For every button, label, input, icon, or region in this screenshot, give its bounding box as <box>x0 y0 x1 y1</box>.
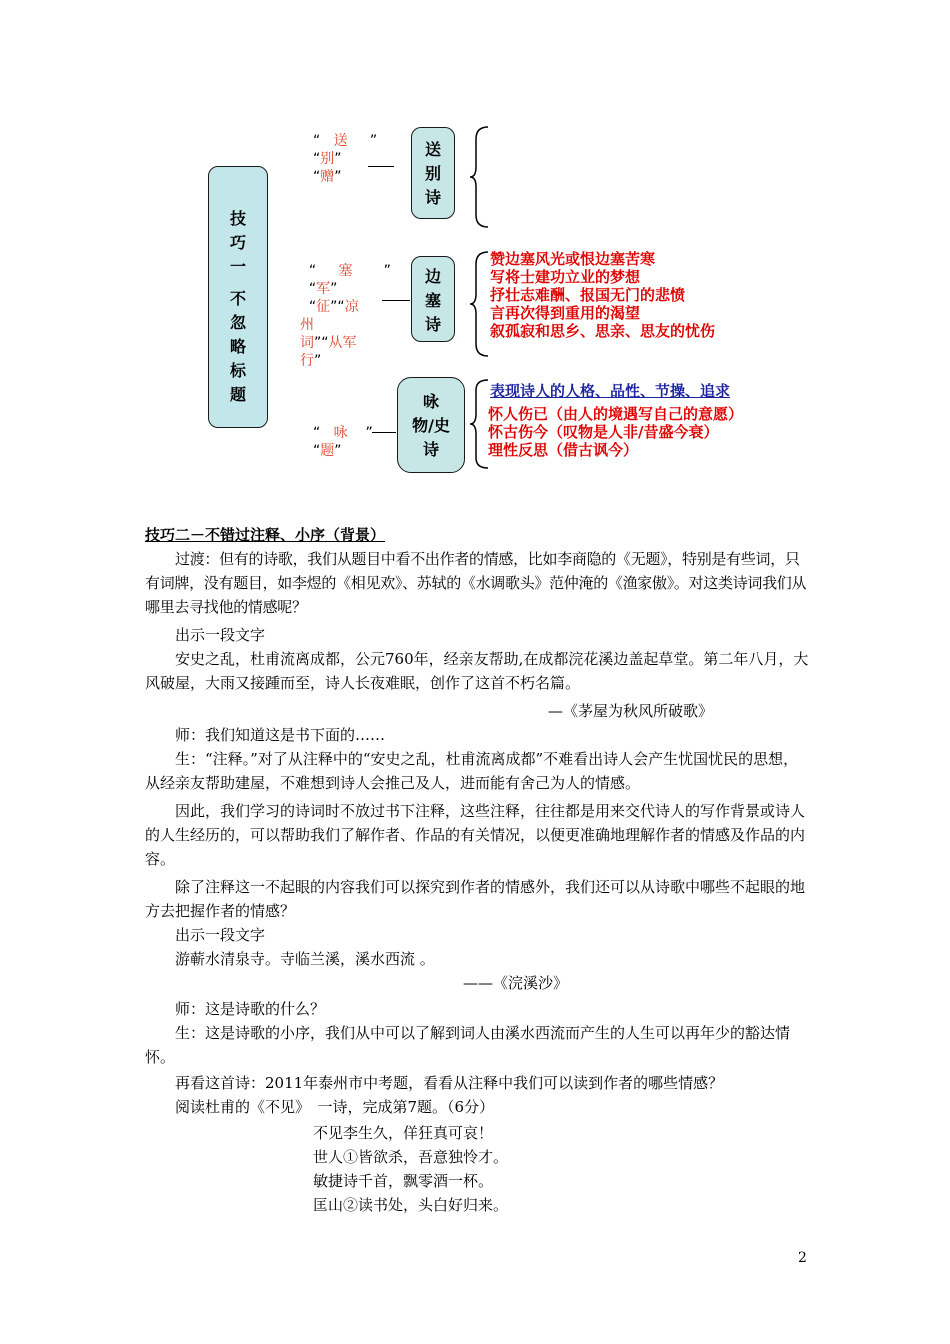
object-history-themes-list <box>488 405 743 459</box>
main-box-text: 技 巧 一 不 忽 略 标 题 <box>229 209 246 404</box>
paragraph-preface-quote: 游蕲水清泉寺。寺临兰溪，溪水西流 。 <box>175 950 435 968</box>
paragraph-show-text-2: 出示一段文字 <box>175 926 266 944</box>
quote-source-1: —《茅屋为秋风所破歌》 <box>548 702 714 720</box>
farewell-poem-box: 送 别 诗 <box>411 127 455 219</box>
page-number: 2 <box>798 1250 807 1266</box>
poem-line: 世人①皆欲杀，吾意独怜才。 <box>313 1148 509 1166</box>
poem-line: 不见李生久，佯狂真可哀！ <box>313 1124 494 1142</box>
paragraph-student-1: 生：“注释。”对了从注释中的“安史之乱，杜甫流离成都”不难看出诗人会产生忧国忧民的思想，从经亲友帮助建屋，不难想到诗人会推己及人，进而能有舍己为人的情感。 <box>145 750 799 792</box>
poem-line: 匡山②读书处，头白好归来。 <box>313 1196 509 1214</box>
connector-line-2 <box>382 300 410 301</box>
object-history-keywords: “ 咏 ” “题” <box>313 425 373 459</box>
list-item: 叙孤寂和思乡、思亲、思友的忧伤 <box>490 322 716 340</box>
frontier-keywords: “ 塞 ” “军” “征”“凉 州 词”“从军 行” <box>300 263 391 369</box>
paragraph-teacher-2: 师：这是诗歌的什么？ <box>175 1000 326 1018</box>
list-item: 怀古伤今（叹物是人非/昔盛今衰） <box>488 423 719 441</box>
poem-line: 敏捷诗千首，飘零酒一杯。 <box>313 1172 494 1190</box>
frontier-poem-box: 边 塞 诗 <box>411 256 455 342</box>
frontier-themes-list <box>490 250 715 340</box>
main-technique-box <box>208 166 268 428</box>
list-item: 写将士建功立业的梦想 <box>490 268 641 286</box>
list-item: 怀人伤已（由人的境遇写自己的意愿） <box>488 405 744 423</box>
paragraph-reading-task: 阅读杜甫的《不见》 一诗，完成第7题。（6分） <box>175 1098 495 1116</box>
connector-line-1 <box>368 166 394 167</box>
paragraph-background-quote: 安史之乱，杜甫流离成都，公元760年，经亲友帮助,在成都浣花溪边盖起草堂。第二年八月，大风破屋，大雨又接踵而至，诗人长夜难眠，创作了这首不朽名篇。 <box>145 650 809 692</box>
farewell-keywords: “ 送 ” “别” “赠” <box>313 133 378 185</box>
list-item: 抒壮志难酬、报国无门的悲愤 <box>490 286 686 304</box>
object-history-poem-box: 咏 物/史 诗 <box>397 377 465 473</box>
connector-line-3 <box>372 432 396 433</box>
paragraph-teacher-1: 师：我们知道这是书下面的…… <box>175 726 386 744</box>
poem-block <box>313 1121 508 1217</box>
paragraph-besides-notes: 除了注释这一不起眼的内容我们可以探究到作者的情感外，我们还可以从诗歌中哪些不起眼的地方去把握作者的情感？ <box>145 878 806 920</box>
brace-1 <box>470 125 490 230</box>
paragraph-transition: 过渡：但有的诗歌，我们从题目中看不出作者的情感，比如李商隐的《无题》，特别是有些词，只有词牌，没有题目，如李煜的《相见欢》、苏轼的《水调歌头》范仲淹的《渔家傲》。对这类诗词我们从哪里去寻找他的情感呢？ <box>145 550 807 616</box>
paragraph-show-text-1: 出示一段文字 <box>175 626 266 644</box>
paragraph-therefore: 因此，我们学习的诗词时不放过书下注释，这些注释，往往都是用来交代诗人的写作背景或诗人的人生经历的，可以帮助我们了解作者、作品的有关情况，以便更准确地理解作者的情感及作品的内容。 <box>145 802 806 868</box>
list-item: 理性反思（借古讽今） <box>488 441 639 459</box>
object-history-blue-item: 表现诗人的人格、品性、节操、追求 <box>490 382 731 400</box>
brace-3 <box>470 378 490 470</box>
paragraph-student-2: 生：这是诗歌的小序，我们从中可以了解到词人由溪水西流而产生的人生可以再年少的豁达情怀。 <box>145 1024 791 1066</box>
brace-2 <box>470 250 490 358</box>
list-item: 赞边塞风光或恨边塞苦寒 <box>490 250 656 268</box>
paragraph-look-again: 再看这首诗：2011年泰州市中考题，看看从注释中我们可以读到作者的哪些情感？ <box>175 1074 724 1092</box>
quote-source-2: ——《浣溪沙》 <box>463 974 569 992</box>
section-title: 技巧二－不错过注释、小序（背景） <box>145 526 386 544</box>
list-item: 言再次得到重用的渴望 <box>490 304 641 322</box>
